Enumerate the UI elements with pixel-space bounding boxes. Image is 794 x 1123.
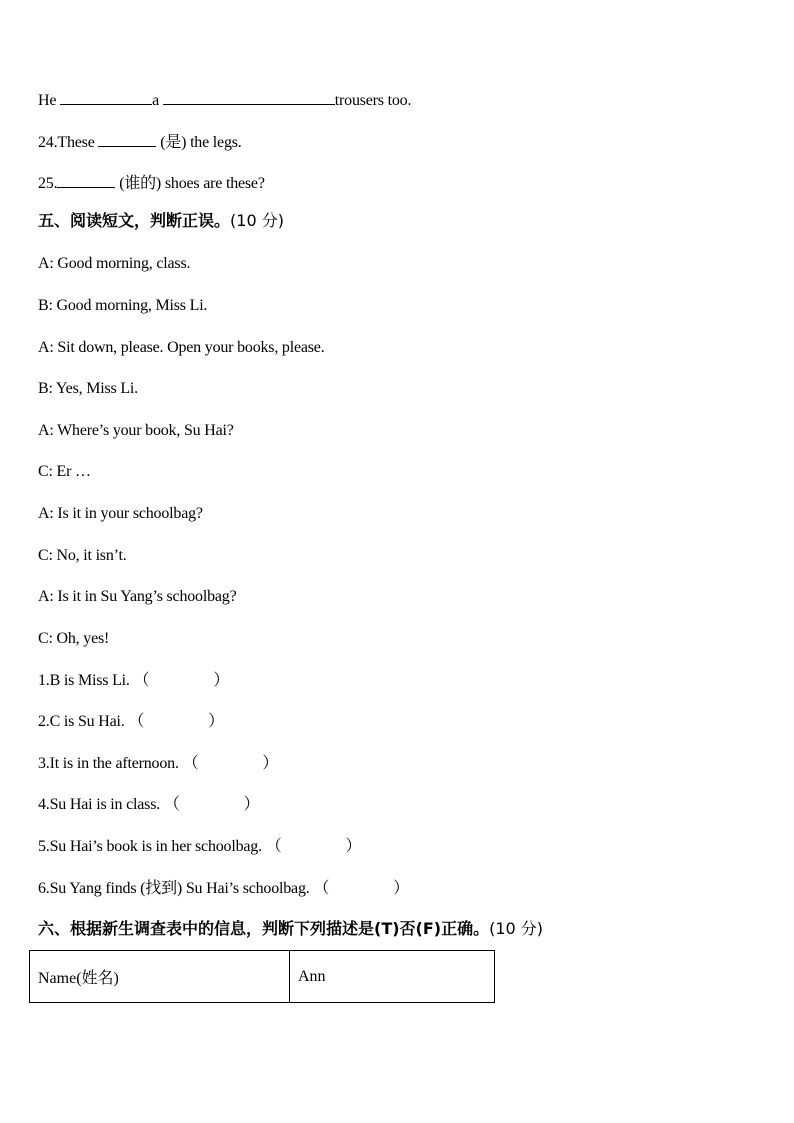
question-text: 3.It is in the afternoon. bbox=[38, 755, 179, 772]
dialogue-line: C: Er … bbox=[38, 463, 91, 480]
answer-blank[interactable] bbox=[60, 88, 152, 105]
answer-bracket[interactable]: （ ） bbox=[133, 672, 230, 689]
tf-question-6 bbox=[38, 879, 409, 899]
section-score: (10 分) bbox=[489, 919, 544, 938]
answer-bracket[interactable]: （ ） bbox=[163, 796, 260, 813]
question-text: 5.Su Hai’s book is in her schoolbag. bbox=[38, 838, 262, 855]
survey-table bbox=[29, 950, 495, 1003]
section-5-heading bbox=[38, 211, 284, 231]
answer-bracket[interactable]: （ ） bbox=[313, 880, 410, 897]
tf-question-4 bbox=[38, 795, 259, 815]
answer-blank[interactable] bbox=[57, 171, 115, 188]
dialogue-line: A: Sit down, please. Open your books, please. bbox=[38, 339, 325, 356]
question-text: 1.B is Miss Li. bbox=[38, 672, 130, 689]
section-6-heading bbox=[38, 919, 543, 939]
section-score: (10 分) bbox=[230, 211, 284, 230]
tf-question-1 bbox=[38, 671, 229, 691]
dialogue-line: A: Good morning, class. bbox=[38, 255, 191, 272]
answer-bracket[interactable]: （ ） bbox=[128, 713, 224, 730]
answer-bracket[interactable]: （ ） bbox=[182, 755, 279, 772]
dialogue-line: A: Is it in Su Yang’s schoolbag? bbox=[38, 588, 237, 605]
dialogue-line: A: Where’s your book, Su Hai? bbox=[38, 422, 234, 439]
section-title: 六、根据新生调查表中的信息，判断下列描述是(T)否(F)正确。 bbox=[38, 919, 490, 938]
dialogue-line: A: Is it in your schoolbag? bbox=[38, 505, 203, 522]
question-text: 6.Su Yang finds (找到) Su Hai’s schoolbag. bbox=[38, 880, 310, 897]
question-24 bbox=[38, 130, 242, 153]
dialogue-line: B: Yes, Miss Li. bbox=[38, 380, 138, 397]
fill-text: a bbox=[152, 92, 163, 109]
tf-question-2 bbox=[38, 712, 224, 732]
fill-text: trousers too. bbox=[334, 92, 412, 109]
question-text: 2.C is Su Hai. bbox=[38, 713, 125, 730]
table-row bbox=[30, 951, 495, 1003]
section-title: 五、阅读短文，判断正误。 bbox=[38, 211, 231, 230]
answer-blank[interactable] bbox=[163, 88, 335, 105]
dialogue-line: C: Oh, yes! bbox=[38, 630, 110, 647]
dialogue-line: B: Good morning, Miss Li. bbox=[38, 297, 208, 314]
answer-blank[interactable] bbox=[98, 130, 156, 147]
table-cell-value: Ann bbox=[290, 951, 495, 1003]
fill-text: He bbox=[38, 92, 61, 109]
tf-question-5 bbox=[38, 837, 361, 857]
table-cell-label: Name(姓名) bbox=[30, 951, 290, 1003]
question-number: 25. bbox=[38, 175, 58, 192]
question-text: (谁的) shoes are these? bbox=[115, 175, 265, 192]
fill-line-he bbox=[38, 88, 411, 111]
question-text: (是) the legs. bbox=[156, 134, 242, 151]
tf-question-3 bbox=[38, 754, 278, 774]
dialogue-line: C: No, it isn’t. bbox=[38, 547, 127, 564]
question-25 bbox=[38, 171, 265, 194]
question-number: 24.These bbox=[38, 134, 99, 151]
question-text: 4.Su Hai is in class. bbox=[38, 796, 161, 813]
answer-bracket[interactable]: （ ） bbox=[265, 838, 362, 855]
